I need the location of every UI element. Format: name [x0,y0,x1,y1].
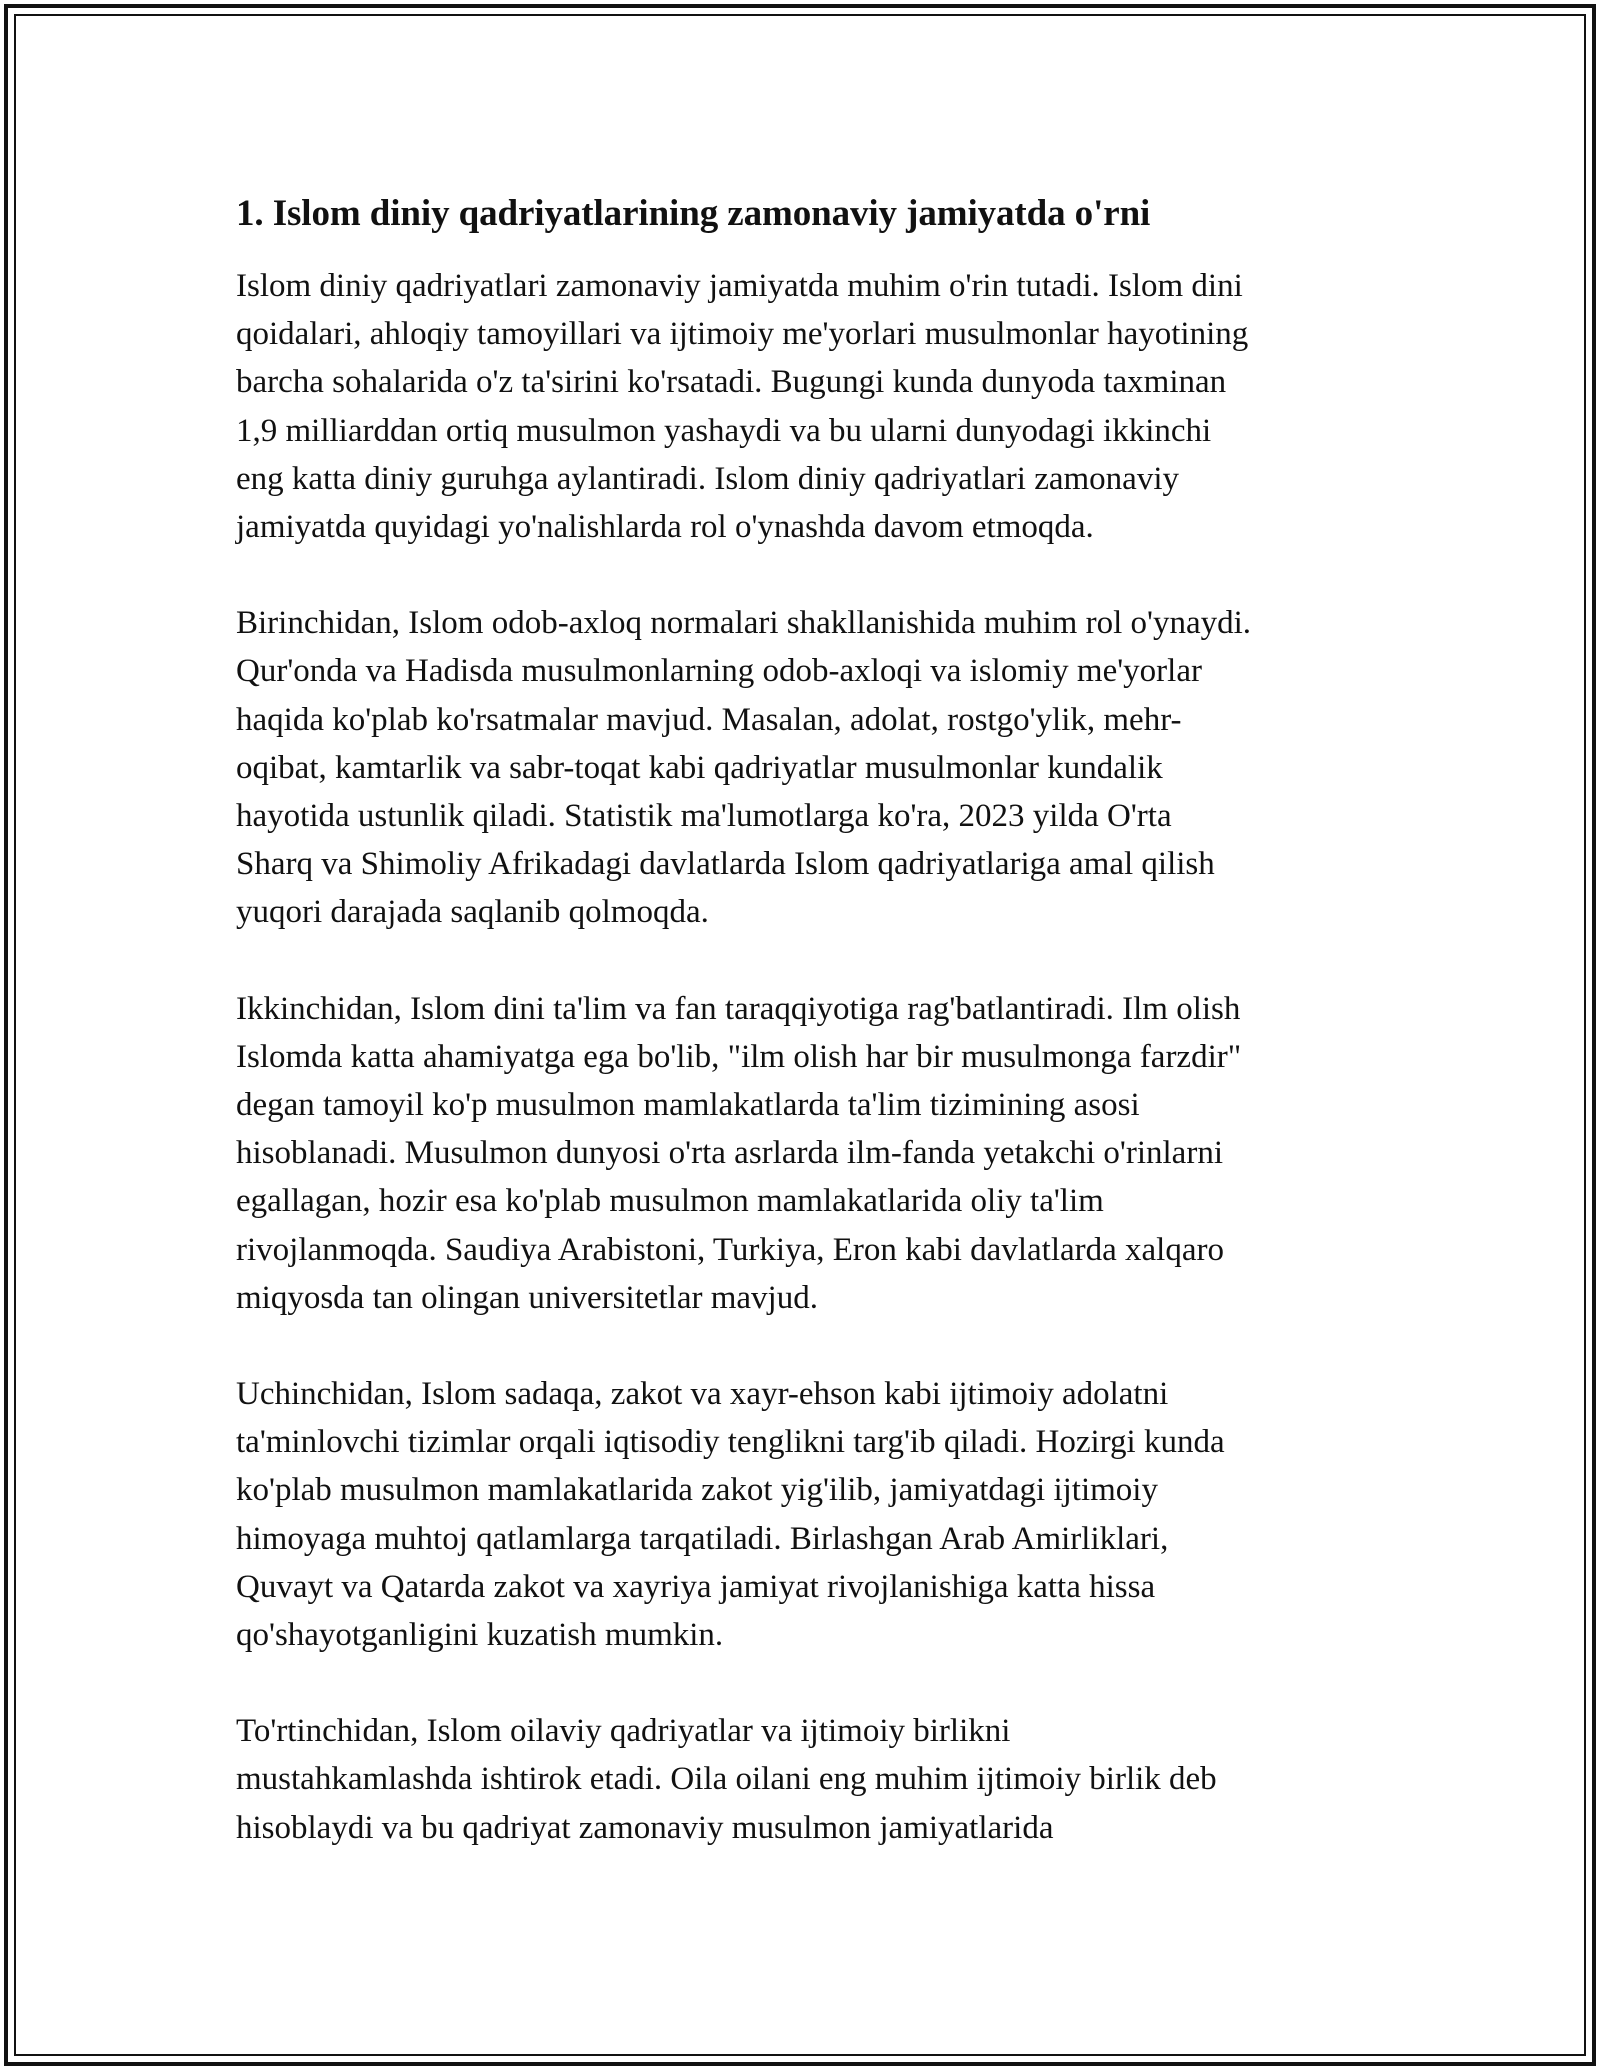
document-body [236,188,1376,1852]
paragraph-second: Ikkinchidan, Islom dini ta'lim va fan taraqqiyotiga rag'batlantiradi. Ilm olish Islomda katta ahamiyatga ega bo'lib, "ilm olish har bir musulmonga farzdir" degan tamoyil ko'p musulmon mamlakatlarda ta'lim tizimining asosi hisoblanadi. Musulmon dunyosi o'rta asrlarda ilm-fanda yetakchi o'rinlarni egallagan, hozir esa ko'plab musulmon mamlakatlarida oliy ta'lim rivojlanmoqda. Saudiya Arabistoni, Turkiya, Eron kabi davlatlarda xalqaro miqyosda tan olingan universitetlar mavjud. [236,990,1242,1316]
section-heading: 1. Islom diniy qadriyatlarining zamonaviy jamiyatda o'rni [236,193,1151,234]
paragraph-intro: Islom diniy qadriyatlari zamonaviy jamiyatda muhim o'rin tutadi. Islom dini qoidalari, ahloqiy tamoyillari va ijtimoiy me'yorlari musulmonlar hayotining barcha sohalarida o'z ta'sirini ko'rsatadi. Bugungi kunda dunyoda taxminan 1,9 milliarddan ortiq musulmon yashaydi va bu ularni dunyodagi ikkinchi eng katta diniy guruhga aylantiradi. Islom diniy qadriyatlari zamonaviy jamiyatda quyidagi yo'nalishlarda rol o'ynashda davom etmoqda. [236,268,1249,546]
paragraph-third: Uchinchidan, Islom sadaqa, zakot va xayr-ehson kabi ijtimoiy adolatni ta'minlovchi tizimlar orqali iqtisodiy tenglikni targ'ib qiladi. Hozirgi kunda ko'plab musulmon mamlakatlarida zakot yig'ilib, jamiyatdagi ijtimoiy himoyaga muhtoj qatlamlarga tarqatiladi. Birlashgan Arab Amirliklari, Quvayt va Qatarda zakot va xayriya jamiyat rivojlanishiga katta hissa qo'shayotganligini kuzatish mumkin. [236,1376,1225,1654]
paragraph-first: Birinchidan, Islom odob-axloq normalari shakllanishida muhim rol o'ynaydi. Qur'onda va Hadisda musulmonlarning odob-axloqi va islomiy me'yorlar haqida ko'plab ko'rsatmalar mavjud. Masalan, adolat, rostgo'ylik, mehr- oqibat, kamtarlik va sabr-toqat kabi qadriyatlar musulmonlar kundalik hayotida ustunlik qiladi. Statistik ma'lumotlarga ko'ra, 2023 yilda O'rta Sharq va Shimoliy Afrikadagi davlatlarda Islom qadriyatlariga amal qilish yuqori darajada saqlanib qolmoqda. [236,605,1252,931]
paragraph-fourth: To'rtinchidan, Islom oilaviy qadriyatlar va ijtimoiy birlikni mustahkamlashda ishtirok etadi. Oila oilani eng muhim ijtimoiy birlik deb hisoblaydi va bu qadriyat zamonaviy musulmon jamiyatlarida [236,1713,1217,1846]
